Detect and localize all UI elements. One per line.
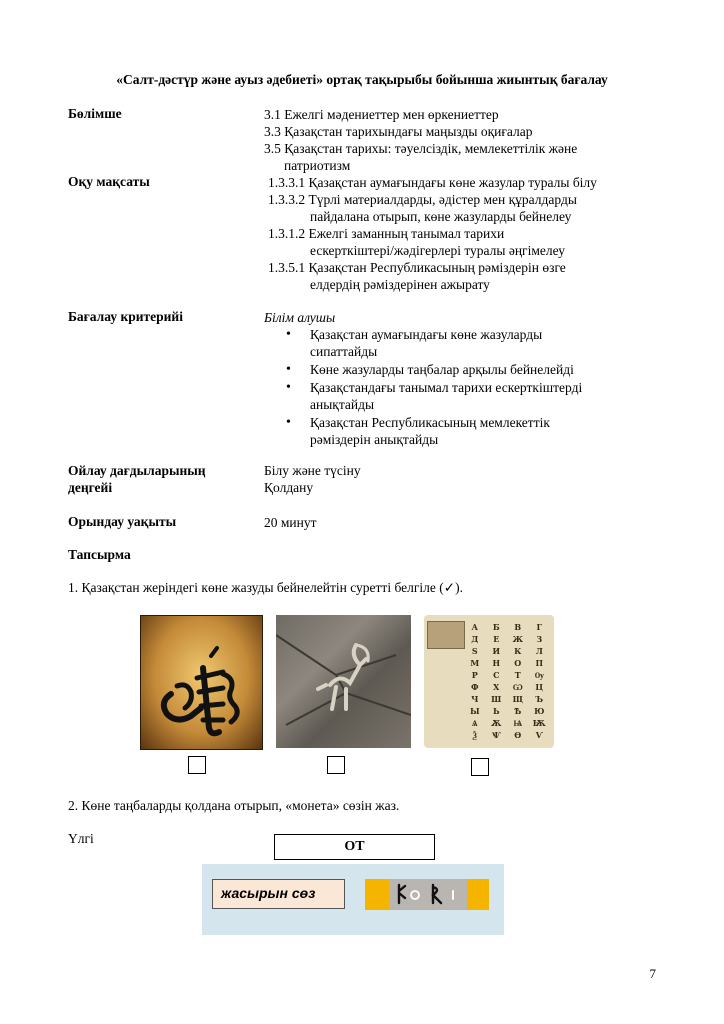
- alphabet-letter: Ш: [491, 694, 502, 704]
- alphabet-letter: К: [514, 646, 522, 656]
- criteria-label: Бағалау критерийі: [68, 309, 183, 324]
- section-line: 3.1 Ежелгі мәдениеттер мен өркениеттер: [264, 107, 499, 122]
- calligraphy-glyph-icon: [141, 616, 262, 749]
- alphabet-letter: Ц: [535, 682, 544, 692]
- rune-sample-box: [365, 879, 489, 910]
- objective-line: 1.3.3.2 Түрлі материалдарды, әдістер мен құралдарды: [268, 192, 577, 207]
- time-label: Орындау уақыты: [68, 514, 177, 529]
- criteria-item-text: анықтайды: [310, 397, 375, 412]
- alphabet-letter: В: [514, 622, 522, 632]
- objective-line: пайдалана отырып, көне жазуларды бейнелеу: [310, 209, 572, 224]
- alphabet-letter: А: [471, 622, 478, 632]
- alphabet-letter: Ѹ: [534, 670, 544, 680]
- section-line: 3.5 Қазақстан тарихы: тәуелсіздік, мемлекеттілік және: [264, 141, 578, 156]
- section-label: Бөлімше: [68, 106, 122, 121]
- alphabet-letter: Ѵ: [535, 730, 543, 740]
- page-title: «Салт-дәстүр және ауыз әдебиеті» ортақ тақырыбы бойынша жиынтық бағалау: [116, 72, 608, 87]
- thinking-label: [68, 462, 206, 496]
- criteria-item: [264, 379, 624, 413]
- time-value: 20 минут: [264, 515, 317, 530]
- image-1-checkbox[interactable]: [188, 756, 206, 774]
- runes-icon: [389, 879, 467, 910]
- alphabet-letter: Ѩ: [513, 718, 523, 728]
- thinking-line: Білу және түсіну: [264, 463, 361, 478]
- petroglyph-ibex-icon: [276, 615, 411, 748]
- sample-label: Үлгі: [68, 831, 94, 846]
- alphabet-letter: Т: [514, 670, 521, 680]
- sample-panel: [202, 864, 504, 935]
- objectives-values: [268, 174, 597, 293]
- section-values: [264, 106, 577, 174]
- objective-line: 1.3.3.1 Қазақстан аумағындағы көне жазулар туралы білу: [268, 175, 597, 190]
- criteria-item: [264, 326, 624, 360]
- thinking-label-line: Ойлау дағдыларының: [68, 463, 206, 478]
- criteria-intro: Білім алушы: [264, 310, 336, 325]
- criteria-item: [264, 414, 624, 448]
- alphabet-letter: Б: [492, 622, 500, 632]
- criteria-item-text: • Қазақстан Республикасының мемлекеттік: [310, 415, 550, 430]
- objective-line: 1.3.5.1 Қазақстан Республикасының рәміздерін өзге: [268, 260, 566, 275]
- secret-word-label: жасырын сөз: [212, 879, 345, 909]
- calligraphy-image: [140, 615, 263, 750]
- criteria-item-text: • Қазақстандағы танымал тарихи ескерткіштерді: [310, 380, 583, 395]
- image-2-checkbox[interactable]: [327, 756, 345, 774]
- alphabet-letter: Ѯ: [472, 730, 477, 740]
- question-1: 1. Қазақстан жеріндегі көне жазуды бейнелейтін суретті белгіле (✓).: [68, 580, 463, 595]
- thinking-values: [264, 462, 361, 496]
- alphabet-letter: Ф: [470, 682, 479, 692]
- alphabet-letter: Н: [492, 658, 501, 668]
- alphabet-letter: Д: [471, 634, 479, 644]
- objective-line: 1.3.1.2 Ежелгі заманның танымал тарихи: [268, 226, 505, 241]
- criteria-values: [264, 309, 624, 449]
- alphabet-scroll-image: [424, 615, 554, 748]
- alphabet-letter: И: [492, 646, 501, 656]
- objective-line: елдердің рәміздерінен ажырату: [310, 277, 490, 292]
- alphabet-letter: Л: [535, 646, 543, 656]
- alphabet-letter: Ж: [512, 634, 523, 644]
- alphabet-letter: Г: [536, 622, 543, 632]
- criteria-item-text: • Қазақстан аумағындағы көне жазуларды: [310, 327, 543, 342]
- sample-word-box: ОТ: [274, 834, 435, 860]
- image-3-checkbox[interactable]: [471, 758, 489, 776]
- section-line: 3.3 Қазақстан тарихындағы маңызды оқиғалар: [264, 124, 533, 139]
- alphabet-letter: О: [514, 658, 522, 668]
- alphabet-letter: Ы: [469, 706, 480, 716]
- alphabet-grid: [464, 621, 550, 743]
- objective-line: ескерткіштері/жәдігерлері туралы әңгімелеу: [310, 243, 566, 258]
- alphabet-letter: Щ: [512, 694, 523, 704]
- alphabet-letter: Ѧ: [471, 718, 478, 728]
- petroglyph-image: [276, 615, 411, 748]
- alphabet-letter: Ъ: [535, 694, 544, 704]
- alphabet-letter: Ѫ: [491, 718, 502, 728]
- thinking-label-line: деңгейі: [68, 480, 113, 495]
- alphabet-letter: П: [535, 658, 544, 668]
- alphabet-letter: Р: [471, 670, 478, 680]
- alphabet-letter: Ь: [492, 706, 500, 716]
- task-heading: Тапсырма: [68, 547, 131, 562]
- alphabet-letter: Ѳ: [514, 730, 522, 740]
- alphabet-letter: Ѱ: [491, 730, 501, 740]
- criteria-item-text: рәміздерін анықтайды: [310, 432, 439, 447]
- alphabet-letter: Х: [493, 682, 500, 692]
- alphabet-letter: Е: [493, 634, 500, 644]
- objectives-label: Оқу мақсаты: [68, 174, 150, 189]
- criteria-list: [264, 326, 624, 448]
- alphabet-letter: М: [470, 658, 480, 668]
- thinking-line: Қолдану: [264, 480, 314, 495]
- rune-sample-inner: [389, 879, 467, 910]
- alphabet-letter: Ѕ: [471, 646, 478, 656]
- page-number: 7: [649, 966, 656, 981]
- section-line: патриотизм: [284, 158, 351, 173]
- alphabet-letter: С: [493, 670, 500, 680]
- alphabet-letter: Ю: [534, 706, 545, 716]
- alphabet-letter: Ѣ: [514, 706, 522, 716]
- alphabet-letter: Ѡ: [512, 682, 523, 692]
- alphabet-letter: Ѭ: [532, 718, 546, 728]
- alphabet-letter: Ч: [471, 694, 479, 704]
- criteria-item-text: сипаттайды: [310, 344, 378, 359]
- criteria-item-text: • Көне жазуларды таңбалар арқылы бейнелейді: [310, 362, 574, 377]
- alphabet-letter: З: [536, 634, 543, 644]
- criteria-item: [264, 361, 624, 378]
- scroll-miniature-icon: [427, 621, 465, 649]
- question-2: 2. Көне таңбаларды қолдана отырып, «монета» сөзін жаз.: [68, 798, 400, 813]
